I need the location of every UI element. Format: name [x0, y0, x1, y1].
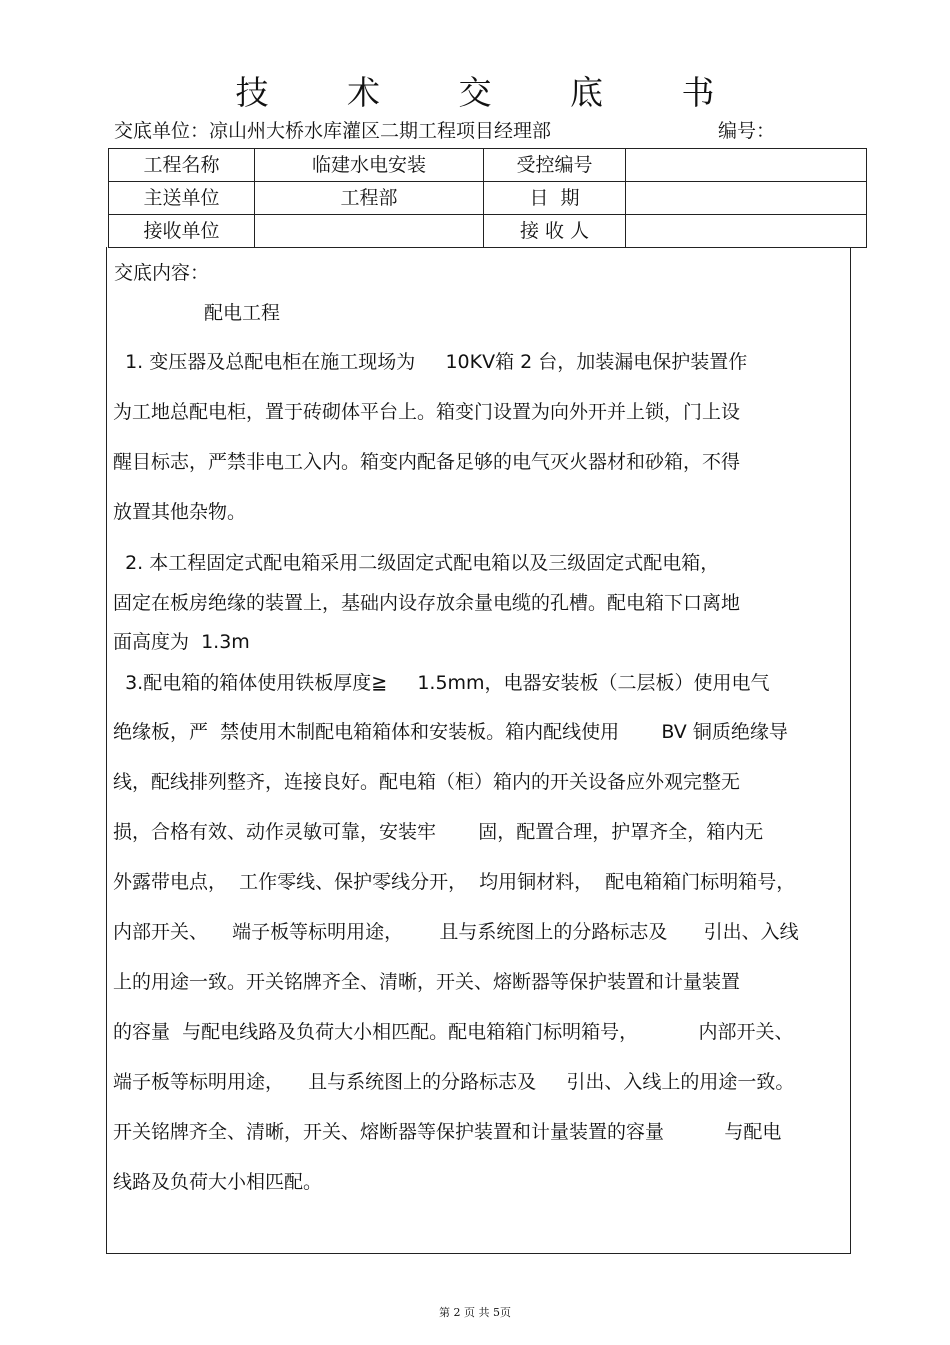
content-line: 固定在板房绝缘的装置上，基础内设存放余量电缆的孔槽。配电箱下口离地 [113, 592, 741, 614]
page-footer: 第 2 页 共 5页 [439, 1306, 511, 1319]
content-line: 上的用途一致。开关铭牌齐全、清晰，开关、熔断器等保护装置和计量装置 [113, 971, 741, 993]
receive-unit-value [255, 215, 484, 248]
content-line: 内部开关、 端子板等标明用途， 且与系统图上的分路标志及 引出、入线 [113, 921, 799, 943]
content-label: 交底内容： [114, 262, 210, 284]
content-line: 线，配线排列整齐，连接良好。配电箱（柜）箱内的开关设备应外观完整无 [113, 771, 741, 793]
table-row [109, 149, 867, 182]
receiver-value [626, 215, 867, 248]
content-line: 1. 变压器及总配电柜在施工现场为 10KV箱 2 台，加装漏电保护装置作 [113, 351, 748, 373]
content-line: 绝缘板，严 禁使用木制配电箱箱体和安装板。箱内配线使用 BV 铜质绝缘导 [113, 721, 788, 743]
issuing-unit: 交底单位：凉山州大桥水库灌区二期工程项目经理部 [114, 120, 552, 142]
control-number-label: 受控编号 [484, 149, 626, 182]
content-line: 面高度为 1.3m [113, 631, 250, 653]
project-name-label: 工程名称 [109, 149, 255, 182]
receiver-label: 接 收 人 [484, 215, 626, 248]
content-line: 开关铭牌齐全、清晰，开关、熔断器等保护装置和计量装置的容量 与配电 [113, 1121, 782, 1143]
content-line: 3.配电箱的箱体使用铁板厚度≧ 1.5mm，电器安装板（二层板）使用电气 [113, 672, 770, 694]
date-value [626, 182, 867, 215]
content-line: 外露带电点， 工作零线、保护零线分开， 均用铜材料， 配电箱箱门标明箱号， [113, 871, 796, 893]
table-row [109, 215, 867, 248]
control-number-value [626, 149, 867, 182]
content-line: 损，合格有效、动作灵敏可靠，安装牢 固，配置合理，护罩齐全，箱内无 [113, 821, 764, 843]
content-line: 放置其他杂物。 [113, 501, 247, 523]
table-row [109, 182, 867, 215]
project-name-value: 临建水电安装 [255, 149, 484, 182]
send-unit-label: 主送单位 [109, 182, 255, 215]
content-line: 的容量 与配电线路及负荷大小相匹配。配电箱箱门标明箱号， 内部开关、 [113, 1021, 794, 1043]
content-line: 端子板等标明用途， 且与系统图上的分路标志及 引出、入线上的用途一致。 [113, 1071, 795, 1093]
receive-unit-label: 接收单位 [109, 215, 255, 248]
section-title: 配电工程 [204, 302, 281, 324]
serial-number-label: 编号： [718, 120, 776, 142]
date-label: 日 期 [484, 182, 626, 215]
send-unit-value: 工程部 [255, 182, 484, 215]
info-table [108, 148, 867, 248]
content-line: 线路及负荷大小相匹配。 [113, 1171, 323, 1193]
content-line: 为工地总配电柜，置于砖砌体平台上。箱变门设置为向外开并上锁，门上设 [113, 401, 741, 423]
document-title: 技 术 交 底 书 [235, 73, 749, 112]
content-line: 醒目标志，严禁非电工入内。箱变内配备足够的电气灭火器材和砂箱，不得 [113, 451, 741, 473]
content-line: 2. 本工程固定式配电箱采用二级固定式配电箱以及三级固定式配电箱， [113, 552, 720, 574]
